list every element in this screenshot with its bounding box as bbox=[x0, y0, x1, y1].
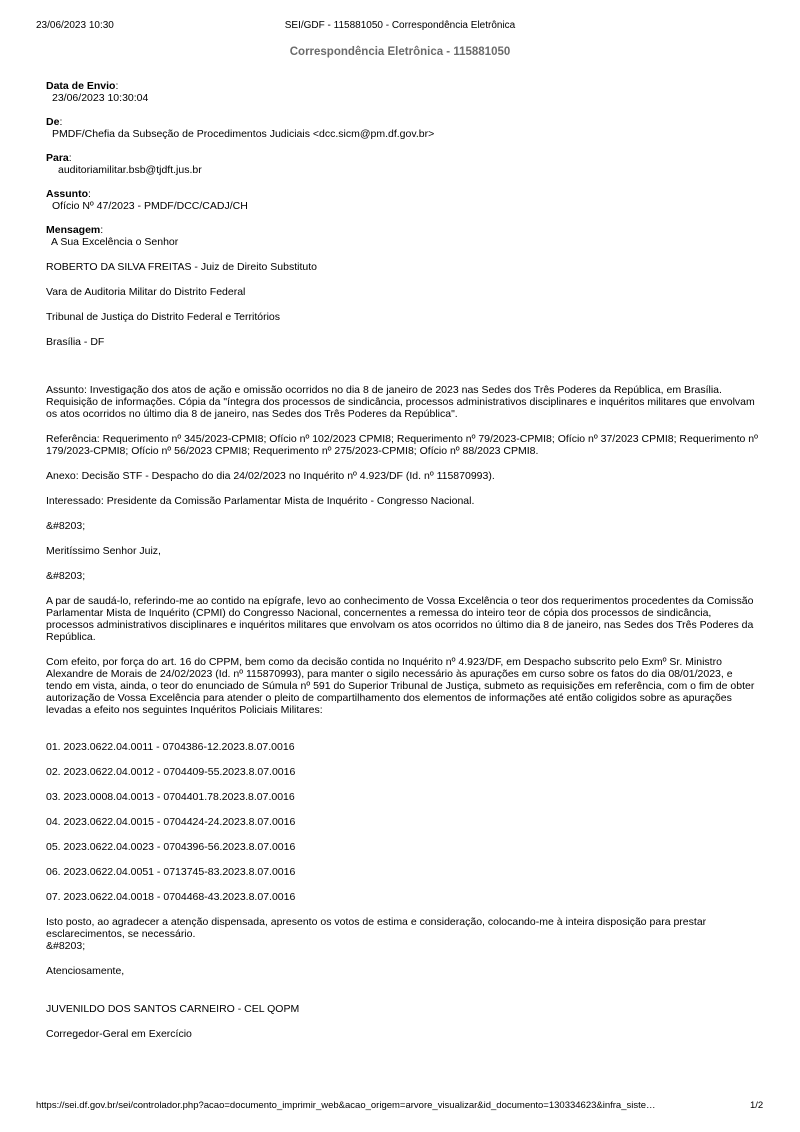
field-message: Mensagem: A Sua Excelência o Senhor ROBERTO DA SILVA FREITAS - Juiz de Direito Substituto Vara de Auditoria Militar do Distrito Federal Tribunal de Justiça do Distrito Federal e Territórios Brasília - DF Assunto: Investigação dos atos de ação e omissão ocorridos no dia 8 de janeiro de 2023 nas Sedes dos Três Poderes da República, em Brasília. Requisição de informações. Cópia da "íntegra dos processos de sindicância, processos administrativos disciplinares e inquéritos militares que envolvam os atos ocorridos no último dia 8 de janeiro, nas Sedes dos Três Poderes da República". Referência: Requerimento nº 345/2023-CPMI8; Ofício nº 102/2023 CPMI8; Requerimento nº 79/2023-CPMI8; Ofício nº 37/2023 CPMI8; Requerimento nº 179/2023-CPMI8; Ofício nº 56/2023 CPMI8; Requerimento nº 275/2023-CPMI8; Ofício nº 88/2023 CPMI8. Anexo: Decisão STF - Despacho do dia 24/02/2023 no Inquérito nº 4.923/DF (Id. nº 115870993). Interessado: Presidente da Comissão Parlamentar Mista de Inquérito - Congresso Nacional. &#8203; Meritíssimo Senhor Juiz, &#8203; A par de saudá-lo, referindo-me ao contido na epígrafe, levo ao conhecimento de Vossa Excelência o teor dos requerimentos procedentes da Comissão Parlamentar Mista de Inquérito (CPMI) do Congresso Nacional, concernentes a remessa do inteiro teor de cópia dos processos de sindicância, processos administrativos disciplinares e inquéritos militares que envolvam os atos ocorridos no último dia 8 de janeiro, nas Sedes dos Três Poderes da República. Com efeito, por força do art. 16 do CPPM, bem como da decisão contida no Inquérito nº 4.923/DF, em Despacho subscrito pelo Exmº Sr. Ministro Alexandre de Morais de 24/02/2023 (Id. nº 115870993), para manter o sigilo necessário às apurações em curso sobre os fatos do dia 08/01/2023, e tendo em vista, ainda, o teor do enunciado de Súmula nº 591 do Superior Tribunal de Justiça, submeto as requisições em referência, com o fim de obter autorização de Vossa Excelência para atender o pleito de compartilhamento dos elementos de informações até então coligidos sobre as apurações levadas a efeito nos seguintes Inquéritos Policiais Militares: 01. 2023.0622.04.0011 - 0704386-12.2023.8.07.0016 02. 2023.0622.04.0012 - 0704409-55.2023.8.07.0016 03. 2023.0008.04.0013 - 0704401.78.2023.8.07.0016 04. 2023.0622.04.0015 - 0704424-24.2023.8.07.0016 05. 2023.0622.04.0023 - 0704396-56.2023.8.07.0016 06. 2023.0622.04.0051 - 0713745-83.2023.8.07.0016 07. 2023.0622.04.0018 - 0704468-43.2023.8.07.0016 Isto posto, ao agradecer a atenção dispensada, apresento os votos de estima e consideração, colocando-me à inteira disposição para prestar esclarecimentos, se necessário. &#8203; Atenciosamente, JUVENILDO DOS SANTOS CARNEIRO - CEL QOPM Corregedor-Geral em Exercício bbox=[46, 224, 758, 1040]
field-date: Data de Envio: 23/06/2023 10:30:04 bbox=[46, 80, 758, 104]
print-header bbox=[0, 20, 800, 34]
from-label: De bbox=[46, 116, 60, 128]
to-label: Para bbox=[46, 152, 69, 164]
message-label: Mensagem bbox=[46, 224, 101, 236]
date-value: 23/06/2023 10:30:04 bbox=[52, 92, 149, 104]
print-datetime: 23/06/2023 10:30 bbox=[36, 20, 114, 31]
list-item: 01. 2023.0622.04.0011 - 0704386-12.2023.8.07.0016 bbox=[46, 741, 295, 753]
from-value: PMDF/Chefia da Subseção de Procedimentos Judiciais <dcc.sicm@pm.df.gov.br> bbox=[52, 128, 435, 140]
date-label: Data de Envio bbox=[46, 80, 116, 92]
regards: Atenciosamente, bbox=[46, 965, 125, 977]
zero-width-entity: &#8203; bbox=[46, 570, 86, 582]
print-footer bbox=[0, 1100, 800, 1114]
signatory-name: JUVENILDO DOS SANTOS CARNEIRO - CEL QOPM bbox=[46, 1003, 300, 1015]
field-from: De: PMDF/Chefia da Subseção de Procedimentos Judiciais <dcc.sicm@pm.df.gov.br> bbox=[46, 116, 758, 140]
page-number: 1/2 bbox=[750, 1100, 764, 1111]
body-paragraph-2: Com efeito, por força do art. 16 do CPPM, bem como da decisão contida no Inquérito nº 4.923/DF, em Despacho subscrito pelo Exmº Sr. Ministro Alexandre de Morais de 24/02/2023 (Id. nº 115870993), para manter o sigilo necessário às apurações em curso sobre os fatos do dia 08/01/2023, e tendo em vista, ainda, o teor do enunciado de Súmula nº 591 do Superior Tribunal de Justiça, submeto as requisições em referência, com o fim de obter autorização de Vossa Excelência para atender o pleito de compartilhamento dos elementos de informações até então coligidos sobre as apurações levadas a efeito nos seguintes Inquéritos Policiais Militares: bbox=[46, 656, 755, 716]
document-body bbox=[46, 80, 758, 1053]
subject-value: Ofício Nº 47/2023 - PMDF/DCC/CADJ/CH bbox=[52, 200, 248, 212]
to-value: auditoriamilitar.bsb@tjdft.jus.br bbox=[58, 164, 202, 176]
greeting: Meritíssimo Senhor Juiz, bbox=[46, 545, 161, 557]
list-item: 07. 2023.0622.04.0018 - 0704468-43.2023.8.07.0016 bbox=[46, 891, 296, 903]
zero-width-entity: &#8203; bbox=[46, 940, 86, 952]
print-page-title: SEI/GDF - 115881050 - Correspondência Eletrônica bbox=[284, 20, 516, 31]
page-url: https://sei.df.gov.br/sei/controlador.php?acao=documento_imprimir_web&acao_origem=arvore_visualizar&id_documento=130334623&infra_siste… bbox=[36, 1100, 656, 1111]
referencia-paragraph: Referência: Requerimento nº 345/2023-CPMI8; Ofício nº 102/2023 CPMI8; Requerimento nº 79/2023-CPMI8; Ofício nº 37/2023 CPMI8; Requerimento nº 179/2023-CPMI8; Ofício nº 56/2023 CPMI8; Requerimento nº 275/2023-CPMI8; Ofício nº 88/2023 CPMI8. bbox=[46, 433, 758, 457]
assunto-paragraph: Assunto: Investigação dos atos de ação e omissão ocorridos no dia 8 de janeiro de 2023 nas Sedes dos Três Poderes da República, em Brasília. Requisição de informações. Cópia da "íntegra dos processos de sindicância, processos administrativos disciplinares e inquéritos militares que envolvam os atos ocorridos no último dia 8 de janeiro, nas Sedes dos Três Poderes da República". bbox=[46, 384, 755, 420]
list-item: 02. 2023.0622.04.0012 - 0704409-55.2023.8.07.0016 bbox=[46, 766, 296, 778]
list-item: 05. 2023.0622.04.0023 - 0704396-56.2023.8.07.0016 bbox=[46, 841, 296, 853]
body-paragraph-1: A par de saudá-lo, referindo-me ao contido na epígrafe, levo ao conhecimento de Vossa Excelência o teor dos requerimentos procedentes da Comissão Parlamentar Mista de Inquérito (CPMI) do Congresso Nacional, concernentes a remessa do inteiro teor de cópia dos processos de sindicância, processos administrativos disciplinares e inquéritos militares que envolvam os atos ocorridos no último dia 8 de janeiro, nas Sedes dos Três Poderes da República. bbox=[46, 595, 754, 643]
zero-width-entity: &#8203; bbox=[46, 520, 86, 532]
field-subject: Assunto: Ofício Nº 47/2023 - PMDF/DCC/CADJ/CH bbox=[46, 188, 758, 212]
court: Vara de Auditoria Militar do Distrito Federal bbox=[46, 286, 246, 298]
tribunal: Tribunal de Justiça do Distrito Federal e Territórios bbox=[46, 311, 281, 323]
addressee: ROBERTO DA SILVA FREITAS - Juiz de Direito Substituto bbox=[46, 261, 317, 273]
interessado-paragraph: Interessado: Presidente da Comissão Parlamentar Mista de Inquérito - Congresso Nacional. bbox=[46, 495, 475, 507]
salutation: A Sua Excelência o Senhor bbox=[51, 236, 179, 248]
document-title: Correspondência Eletrônica - 115881050 bbox=[289, 46, 511, 58]
list-item: 04. 2023.0622.04.0015 - 0704424-24.2023.8.07.0016 bbox=[46, 816, 296, 828]
list-item: 06. 2023.0622.04.0051 - 0713745-83.2023.8.07.0016 bbox=[46, 866, 296, 878]
closing-paragraph: Isto posto, ao agradecer a atenção dispensada, apresento os votos de estima e consideração, colocando-me à inteira disposição para prestar esclarecimentos, se necessário. bbox=[46, 916, 707, 940]
city: Brasília - DF bbox=[46, 336, 105, 348]
signatory-role: Corregedor-Geral em Exercício bbox=[46, 1028, 192, 1040]
field-to: Para: auditoriamilitar.bsb@tjdft.jus.br bbox=[46, 152, 758, 176]
anexo-paragraph: Anexo: Decisão STF - Despacho do dia 24/02/2023 no Inquérito nº 4.923/DF (Id. nº 115870993). bbox=[46, 470, 495, 482]
subject-label: Assunto bbox=[46, 188, 88, 200]
list-item: 03. 2023.0008.04.0013 - 0704401.78.2023.8.07.0016 bbox=[46, 791, 295, 803]
